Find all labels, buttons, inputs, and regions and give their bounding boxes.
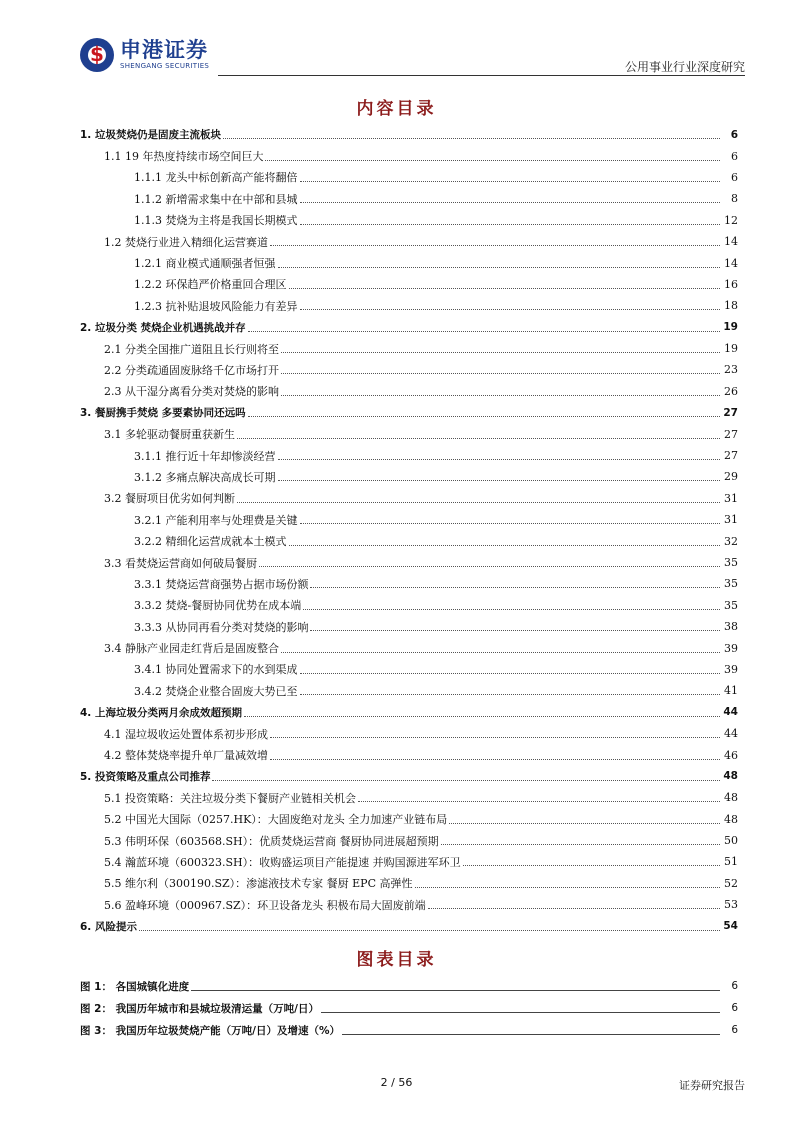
toc-entry[interactable] bbox=[80, 167, 738, 188]
logo-english-name: SHENGANG SECURITIES bbox=[120, 62, 210, 70]
toc-entry-label: 1.1.3 焚烧为主将是我国长期模式 bbox=[134, 214, 298, 228]
toc-entry[interactable] bbox=[80, 616, 738, 637]
toc-entry-label: 1.2 焚烧行业进入精细化运营赛道 bbox=[104, 235, 268, 249]
toc-entry[interactable] bbox=[80, 573, 738, 594]
toc-leader-dots bbox=[244, 716, 720, 717]
toc-leader-dots bbox=[248, 331, 720, 332]
toc-entry[interactable] bbox=[80, 595, 738, 616]
toc-entry-page: 46 bbox=[724, 748, 738, 762]
toc-entry[interactable] bbox=[80, 659, 738, 680]
toc-entry[interactable] bbox=[80, 402, 738, 423]
toc-leader-dots bbox=[415, 887, 721, 888]
toc-entry-label: 5.6 盈峰环境（000967.SZ）：环卫设备龙头 积极布局大固废前端 bbox=[104, 898, 426, 912]
toc-entry[interactable] bbox=[80, 744, 738, 765]
toc-entry-page: 44 bbox=[724, 727, 738, 741]
toc-entry-page: 23 bbox=[724, 363, 738, 377]
toc-leader-dots bbox=[212, 780, 720, 781]
toc-entry[interactable] bbox=[80, 723, 738, 744]
toc-entry-label: 4.1 湿垃圾收运处置体系初步形成 bbox=[104, 727, 268, 741]
toc-entry-page: 53 bbox=[724, 898, 738, 912]
toc-entry[interactable] bbox=[80, 894, 738, 915]
toc-entry[interactable] bbox=[80, 766, 738, 787]
toc-leader-dots bbox=[300, 694, 721, 695]
toc-entry-page: 51 bbox=[724, 855, 738, 869]
toc-entry-label: 3.2.2 精细化运营成就本土模式 bbox=[134, 535, 287, 549]
toc-entry-page: 48 bbox=[724, 812, 738, 826]
toc-leader-dots bbox=[270, 245, 720, 246]
toc-entry-page: 27 bbox=[723, 406, 738, 419]
toc-leader-dots bbox=[358, 801, 720, 802]
toc-entry-label: 3.2.1 产能利用率与处理费是关键 bbox=[134, 513, 298, 527]
toc-entry[interactable] bbox=[80, 873, 738, 894]
toc-leader-dots bbox=[463, 865, 720, 866]
toc-entry-label: 3.1.1 推行近十年却惨淡经营 bbox=[134, 449, 276, 463]
toc-entry-label: 3.4.2 焚烧企业整合固废大势已至 bbox=[134, 684, 298, 698]
toc-entry-label: 1.1.1 龙头中标创新高产能将翻倍 bbox=[134, 171, 298, 185]
toc-entry[interactable] bbox=[80, 552, 738, 573]
toc-entry-label: 5. 投资策略及重点公司推荐 bbox=[80, 770, 211, 783]
toc-leader-dots bbox=[281, 652, 720, 653]
toc-entry-label: 5.4 瀚蓝环境（600323.SH）：收购盛运项目产能提速 并购国源进军环卫 bbox=[104, 855, 461, 869]
toc-entry-page: 12 bbox=[724, 213, 738, 227]
toc-entry-page: 29 bbox=[724, 470, 738, 484]
toc-leader-dots bbox=[278, 267, 721, 268]
logo-emblem-icon bbox=[80, 38, 114, 72]
toc-leader-dots bbox=[281, 395, 720, 396]
toc-entry[interactable] bbox=[80, 702, 738, 723]
toc-entry[interactable] bbox=[80, 488, 738, 509]
toc-entry[interactable] bbox=[80, 295, 738, 316]
toc-entry-page: 32 bbox=[724, 534, 738, 548]
toc-entry[interactable] bbox=[80, 680, 738, 701]
toc-entry-label: 4.2 整体焚烧率提升单厂量减效增 bbox=[104, 749, 268, 763]
toc-entry-page: 39 bbox=[724, 641, 738, 655]
toc-entry-page: 26 bbox=[724, 384, 738, 398]
toc-leader-dots bbox=[428, 908, 720, 909]
toc-leader-dots bbox=[310, 630, 720, 631]
toc-entry[interactable] bbox=[80, 210, 738, 231]
toc-leader-dots bbox=[289, 545, 721, 546]
toc-entry-label: 5.1 投资策略：关注垃圾分类下餐厨产业链相关机会 bbox=[104, 791, 356, 805]
toc-entry-page: 48 bbox=[724, 791, 738, 805]
toc-entry-label: 2.3 从干湿分离看分类对焚烧的影响 bbox=[104, 385, 279, 399]
header-divider bbox=[218, 75, 745, 76]
toc-entry-label: 5.3 伟明环保（603568.SH）：优质焚烧运营商 餐厨协同进展超预期 bbox=[104, 834, 439, 848]
figure-entry-page: 6 bbox=[731, 1024, 738, 1036]
toc-entry-label: 1.1.2 新增需求集中在中部和县城 bbox=[134, 192, 298, 206]
toc-entry[interactable] bbox=[80, 188, 738, 209]
toc-leader-dots bbox=[139, 930, 720, 931]
figure-entry-label: 图 3： 我国历年垃圾焚烧产能（万吨/日）及增速（%） bbox=[80, 1024, 340, 1037]
toc-entry-label: 3.1 多轮驱动餐厨重获新生 bbox=[104, 428, 235, 442]
toc-entry[interactable] bbox=[80, 851, 738, 872]
toc-entry-label: 3.4.1 协同处置需求下的水到渠成 bbox=[134, 663, 298, 677]
toc-entry[interactable] bbox=[80, 231, 738, 252]
toc-entry-label: 5.2 中国光大国际（0257.HK）：大固废绝对龙头 全力加速产业链布局 bbox=[104, 813, 448, 827]
toc-leader-dots bbox=[289, 288, 721, 289]
toc-entry-page: 44 bbox=[723, 706, 738, 719]
toc-entry[interactable] bbox=[80, 274, 738, 295]
toc-entry[interactable] bbox=[80, 359, 738, 380]
toc-entry-page: 16 bbox=[724, 277, 738, 291]
toc-entry-page: 52 bbox=[724, 876, 738, 890]
toc-entry[interactable] bbox=[80, 509, 738, 530]
toc-leader-dots bbox=[281, 373, 720, 374]
toc-entry-label: 3.3.1 焚烧运营商强势占据市场份额 bbox=[134, 577, 309, 591]
toc-entry-label: 5.5 维尔利（300190.SZ）：渗滤液技术专家 餐厨 EPC 高弹性 bbox=[104, 877, 413, 891]
toc-leader-dots bbox=[300, 673, 721, 674]
toc-leader-dots bbox=[310, 587, 720, 588]
toc-entry-page: 27 bbox=[724, 449, 738, 463]
toc-entry-label: 1.2.1 商业模式通顺强者恒强 bbox=[134, 257, 276, 271]
toc-entry-page: 19 bbox=[724, 342, 738, 356]
toc-entry-label: 3.3.2 焚烧-餐厨协同优势在成本端 bbox=[134, 599, 302, 613]
toc-entry[interactable] bbox=[80, 830, 738, 851]
toc-entry-label: 3.4 静脉产业园走红背后是固废整合 bbox=[104, 642, 279, 656]
toc-entry-label: 6. 风险提示 bbox=[80, 920, 137, 933]
figure-entry-page: 6 bbox=[731, 1002, 738, 1014]
toc-entry-page: 31 bbox=[724, 513, 738, 527]
toc-entry-page: 39 bbox=[724, 662, 738, 676]
toc-leader-dots bbox=[223, 138, 720, 139]
toc-entry-page: 6 bbox=[730, 128, 738, 141]
toc-entry-label: 1.2.2 环保趋严价格重回合理区 bbox=[134, 278, 287, 292]
toc-leader-dots bbox=[270, 759, 720, 760]
toc-leader-dots bbox=[237, 438, 720, 439]
toc-leader-dots bbox=[278, 459, 721, 460]
toc-entry[interactable] bbox=[80, 423, 738, 444]
toc-entry-page: 35 bbox=[724, 598, 738, 612]
toc-leader-dots bbox=[303, 609, 720, 610]
toc-entry[interactable] bbox=[80, 466, 738, 487]
toc-entry-page: 6 bbox=[731, 149, 738, 163]
toc-entry[interactable] bbox=[80, 381, 738, 402]
toc-leader-dots bbox=[265, 160, 720, 161]
toc-leader-dots bbox=[300, 309, 721, 310]
figure-leader-line bbox=[321, 1012, 720, 1013]
figure-leader-line bbox=[342, 1034, 720, 1035]
report-type-label: 公用事业行业深度研究 bbox=[624, 60, 745, 74]
toc-entry-page: 54 bbox=[723, 920, 738, 933]
toc-entry-page: 31 bbox=[724, 491, 738, 505]
toc-entry-label: 2.2 分类疏通固废脉络千亿市场打开 bbox=[104, 363, 279, 377]
toc-entry-label: 3.3.3 从协同再看分类对焚烧的影响 bbox=[134, 620, 309, 634]
toc-entry[interactable] bbox=[80, 338, 738, 359]
figure-entry[interactable] bbox=[80, 975, 738, 997]
logo-chinese-name: 申港证券 bbox=[120, 38, 208, 62]
toc-entry-label: 3.2 餐厨项目优劣如何判断 bbox=[104, 492, 235, 506]
toc-entry-page: 6 bbox=[731, 170, 738, 184]
toc-entry[interactable] bbox=[80, 445, 738, 466]
toc-entry-label: 3.1.2 多痛点解决高成长可期 bbox=[134, 470, 276, 484]
toc-leader-dots bbox=[441, 844, 720, 845]
toc-entry[interactable] bbox=[80, 252, 738, 273]
toc-entry-label: 3.3 看焚烧运营商如何破局餐厨 bbox=[104, 556, 257, 570]
toc-leader-dots bbox=[270, 737, 720, 738]
toc-leader-dots bbox=[300, 181, 721, 182]
toc-entry[interactable] bbox=[80, 637, 738, 658]
toc-leader-dots bbox=[300, 523, 721, 524]
figure-entry[interactable] bbox=[80, 997, 738, 1019]
toc-entry-label: 3. 餐厨携手焚烧 多要素协同还远吗 bbox=[80, 407, 246, 420]
toc-entry-label: 1.2.3 抗补贴退坡风险能力有差异 bbox=[134, 299, 298, 313]
toc-entry-page: 14 bbox=[724, 235, 738, 249]
toc-entry-page: 50 bbox=[724, 834, 738, 848]
figure-entry-label: 图 2： 我国历年城市和县城垃圾清运量（万吨/日） bbox=[80, 1002, 319, 1015]
toc-entry-page: 35 bbox=[724, 556, 738, 569]
figure-entry[interactable] bbox=[80, 1019, 738, 1041]
toc-entry-label: 2. 垃圾分类 焚烧企业机遇挑战并存 bbox=[80, 321, 246, 334]
table-of-contents bbox=[80, 124, 738, 937]
toc-entry-label: 4. 上海垃圾分类两月余成效超预期 bbox=[80, 706, 242, 719]
toc-entry-page: 41 bbox=[724, 684, 738, 698]
toc-entry-page: 14 bbox=[724, 256, 738, 270]
toc-leader-dots bbox=[281, 352, 720, 353]
toc-entry-page: 35 bbox=[724, 577, 738, 591]
toc-entry[interactable] bbox=[80, 124, 738, 145]
figure-leader-line bbox=[191, 990, 720, 991]
footer-label: 证券研究报告 bbox=[679, 1079, 745, 1092]
toc-leader-dots bbox=[300, 202, 721, 203]
toc-entry-label: 1. 垃圾焚烧仍是固废主流板块 bbox=[80, 129, 221, 142]
toc-leader-dots bbox=[259, 566, 720, 567]
toc-entry[interactable] bbox=[80, 915, 738, 936]
figure-list-title: 图表目录 bbox=[356, 950, 437, 970]
toc-entry-label: 2.1 分类全国推广道阻且长行则将至 bbox=[104, 342, 279, 356]
toc-entry-page: 48 bbox=[723, 770, 738, 783]
toc-leader-dots bbox=[300, 224, 721, 225]
toc-entry-page: 18 bbox=[724, 299, 738, 313]
figure-entry-page: 6 bbox=[731, 980, 738, 992]
toc-leader-dots bbox=[449, 823, 720, 824]
toc-entry-page: 8 bbox=[731, 192, 738, 206]
toc-entry-page: 19 bbox=[723, 321, 738, 334]
toc-leader-dots bbox=[237, 502, 720, 503]
page-number: 2 / 56 bbox=[380, 1076, 413, 1089]
toc-entry-page: 27 bbox=[724, 427, 738, 441]
toc-entry-page: 38 bbox=[724, 620, 738, 634]
toc-leader-dots bbox=[248, 416, 720, 417]
company-logo bbox=[80, 38, 209, 72]
toc-entry[interactable] bbox=[80, 145, 738, 166]
toc-entry-label: 1.1 19 年热度持续市场空间巨大 bbox=[104, 150, 264, 164]
toc-entry[interactable] bbox=[80, 317, 738, 338]
toc-entry[interactable] bbox=[80, 530, 738, 551]
figure-list bbox=[80, 975, 738, 1041]
figure-entry-label: 图 1： 各国城镇化进度 bbox=[80, 980, 190, 993]
toc-entry[interactable] bbox=[80, 787, 738, 808]
toc-leader-dots bbox=[278, 480, 721, 481]
toc-title: 内容目录 bbox=[356, 99, 437, 119]
toc-entry[interactable] bbox=[80, 809, 738, 830]
